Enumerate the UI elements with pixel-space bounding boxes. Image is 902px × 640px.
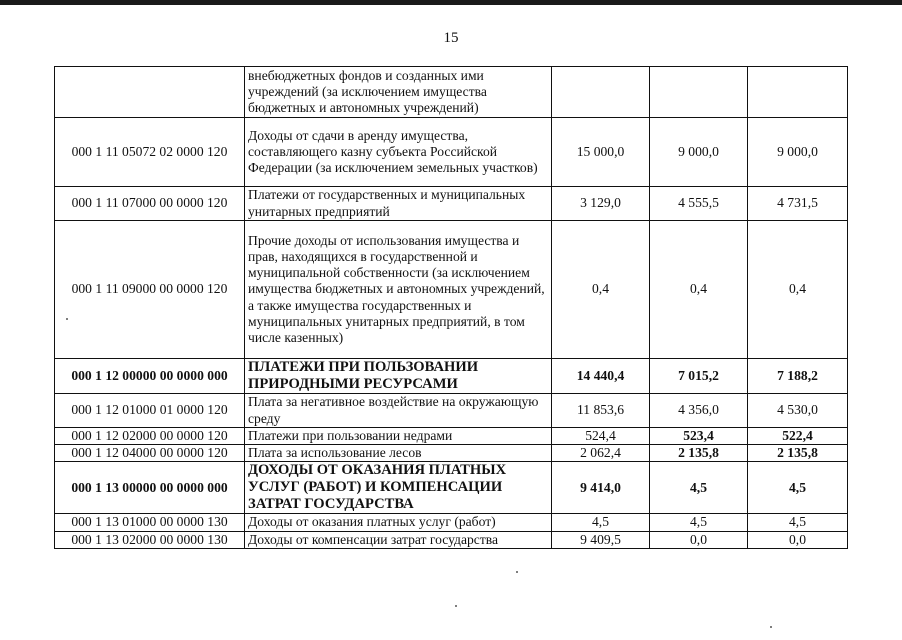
row-code-cell	[55, 67, 245, 118]
row-value-2-cell	[650, 67, 748, 118]
row-name-cell: Доходы от сдачи в аренду имущества, составляющего казну субъекта Российской Федерации (за исключением земельных участков)	[245, 118, 552, 187]
row-value-2-cell: 4 356,0	[650, 394, 748, 428]
row-value-3-cell: 9 000,0	[748, 118, 848, 187]
row-name-cell: Плата за негативное воздействие на окружающую среду	[245, 394, 552, 428]
table-row	[55, 531, 848, 548]
row-code-cell: 000 1 12 00000 00 0000 000	[55, 359, 245, 394]
table-row	[55, 462, 848, 514]
page-number: 15	[443, 30, 459, 46]
row-name-cell: Доходы от оказания платных услуг (работ)	[245, 514, 552, 531]
row-value-3-cell: 7 188,2	[748, 359, 848, 394]
scan-speck	[516, 571, 518, 573]
table-row	[55, 394, 848, 428]
row-name-cell: Доходы от компенсации затрат государства	[245, 531, 552, 548]
table-row	[55, 187, 848, 221]
row-code-cell: 000 1 12 01000 01 0000 120	[55, 394, 245, 428]
row-value-1-cell: 9 414,0	[552, 462, 650, 514]
row-value-3-cell: 4 731,5	[748, 187, 848, 221]
row-code-cell: 000 1 13 00000 00 0000 000	[55, 462, 245, 514]
budget-revenue-table	[54, 66, 848, 549]
row-name-cell: ДОХОДЫ ОТ ОКАЗАНИЯ ПЛАТНЫХ УСЛУГ (РАБОТ) И КОМПЕНСАЦИИ ЗАТРАТ ГОСУДАРСТВА	[245, 462, 552, 514]
scan-speck	[770, 626, 772, 628]
row-value-2-cell: 2 135,8	[650, 445, 748, 462]
row-value-2-cell: 523,4	[650, 428, 748, 445]
row-code-cell: 000 1 13 02000 00 0000 130	[55, 531, 245, 548]
row-value-1-cell: 11 853,6	[552, 394, 650, 428]
row-code-cell: 000 1 12 04000 00 0000 120	[55, 445, 245, 462]
row-value-2-cell: 4,5	[650, 462, 748, 514]
row-name-cell: Платежи от государственных и муниципальных унитарных предприятий	[245, 187, 552, 221]
row-value-1-cell: 9 409,5	[552, 531, 650, 548]
row-value-3-cell	[748, 67, 848, 118]
row-value-1-cell: 15 000,0	[552, 118, 650, 187]
row-value-1-cell: 4,5	[552, 514, 650, 531]
table-row	[55, 67, 848, 118]
table-row	[55, 221, 848, 359]
row-value-1-cell: 2 062,4	[552, 445, 650, 462]
scan-speck	[66, 318, 68, 320]
row-value-3-cell: 4,5	[748, 462, 848, 514]
table-row	[55, 118, 848, 187]
row-code-cell: 000 1 13 01000 00 0000 130	[55, 514, 245, 531]
table-row	[55, 428, 848, 445]
row-value-1-cell	[552, 67, 650, 118]
row-value-3-cell: 522,4	[748, 428, 848, 445]
row-code-cell: 000 1 11 07000 00 0000 120	[55, 187, 245, 221]
table-row	[55, 359, 848, 394]
row-code-cell: 000 1 11 05072 02 0000 120	[55, 118, 245, 187]
scan-speck	[455, 605, 457, 607]
row-value-2-cell: 4,5	[650, 514, 748, 531]
row-name-cell: внебюджетных фондов и созданных ими учреждений (за исключением имущества бюджетных и автономных учреждений)	[245, 67, 552, 118]
row-value-3-cell: 0,0	[748, 531, 848, 548]
row-code-cell: 000 1 12 02000 00 0000 120	[55, 428, 245, 445]
row-value-1-cell: 0,4	[552, 221, 650, 359]
row-value-3-cell: 4,5	[748, 514, 848, 531]
row-code-cell: 000 1 11 09000 00 0000 120	[55, 221, 245, 359]
row-value-3-cell: 4 530,0	[748, 394, 848, 428]
row-value-1-cell: 14 440,4	[552, 359, 650, 394]
row-name-cell: ПЛАТЕЖИ ПРИ ПОЛЬЗОВАНИИ ПРИРОДНЫМИ РЕСУРСАМИ	[245, 359, 552, 394]
row-value-3-cell: 0,4	[748, 221, 848, 359]
row-name-cell: Платежи при пользовании недрами	[245, 428, 552, 445]
row-value-2-cell: 0,0	[650, 531, 748, 548]
row-value-1-cell: 3 129,0	[552, 187, 650, 221]
row-value-1-cell: 524,4	[552, 428, 650, 445]
table-row	[55, 445, 848, 462]
row-value-3-cell: 2 135,8	[748, 445, 848, 462]
row-name-cell: Прочие доходы от использования имущества и прав, находящихся в государственной и муниципальной собственности (за исключением имущества бюджетных и автономных учреждений, а также имущества государственных и муниципальных унитарных предприятий, в том числе казенных)	[245, 221, 552, 359]
table-row	[55, 514, 848, 531]
row-value-2-cell: 4 555,5	[650, 187, 748, 221]
row-name-cell: Плата за использование лесов	[245, 445, 552, 462]
row-value-2-cell: 7 015,2	[650, 359, 748, 394]
top-border-rule	[0, 0, 902, 5]
row-value-2-cell: 9 000,0	[650, 118, 748, 187]
row-value-2-cell: 0,4	[650, 221, 748, 359]
